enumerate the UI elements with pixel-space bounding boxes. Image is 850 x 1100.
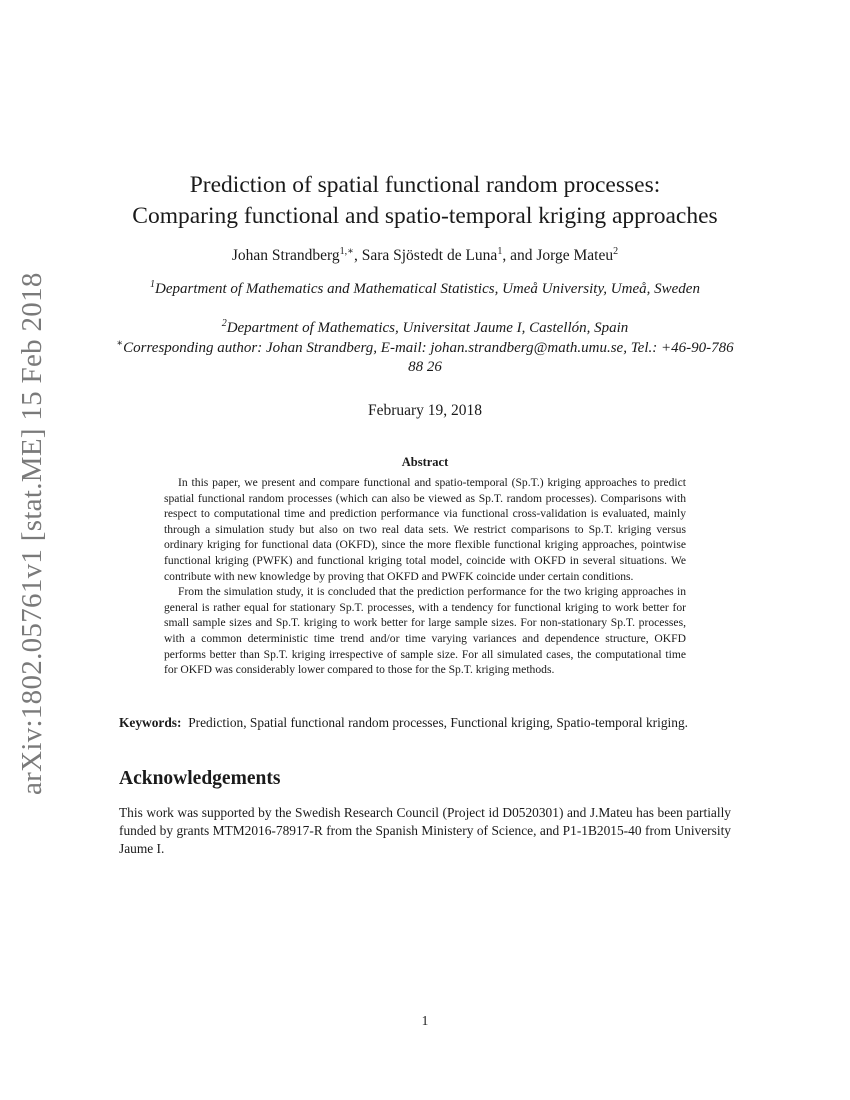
abstract-paragraph-1: In this paper, we present and compare functional and spatio-temporal (Sp.T.) kriging approaches to predict spatial functional random processes (which can also be viewed as Sp.T. random processes). Comparisons with respect to computational time and prediction performance via functional cross-validation is evaluated, mainly through a simulation study but also on two real data sets. We restrict comparisons to Sp.T. kriging versus ordinary kriging for functional data (OKFD), since the more flexible functional kriging approaches, pointwise functional kriging (PWFK) and functional kriging total model, coincide with OKFD in several situations. We contribute with new knowledge by proving that OKFD and PWFK coincide under certain conditions. <box>164 476 686 583</box>
acknowledgements-text: This work was supported by the Swedish Research Council (Project id D0520301) and J.Mateu has been partially funded by grants MTM2016-78917-R from the Spanish Ministery of Science, and P1-1B2015-40 from University Jaume I. <box>119 805 731 856</box>
corresponding-text: Corresponding author: Johan Strandberg, E-mail: johan.strandberg@math.umu.se, Tel.: +46-90-786 88 26 <box>123 340 734 375</box>
paper-date: February 19, 2018 <box>367 402 483 419</box>
title-line-1: Prediction of spatial functional random processes: <box>189 172 661 198</box>
page-number: 1 <box>421 1013 429 1028</box>
affiliation-mark: 2 <box>221 318 227 329</box>
author-name: Sara Sjöstedt de Luna <box>361 247 498 264</box>
affiliation-text: Department of Mathematics, Universitat Jaume I, Castellón, Spain <box>226 320 629 336</box>
abstract-paragraph-2: From the simulation study, it is concluded that the prediction performance for the two kriging approaches in general is rather equal for stationary Sp.T. processes, with a tendency for functional kriging to work better for small sample sizes and Sp.T. kriging to work better for large sample sizes. For non-stationary Sp.T. processes, with a common deterministic time trend and/or time varying variances and dependence structure, OKFD performs better than Sp.T. kriging irrespective of sample size. For all simulated cases, the computational time for OKFD was considerably lower compared to those for the Sp.T. kriging methods. <box>164 585 686 677</box>
author-separator: , <box>353 247 362 264</box>
author-separator: , and <box>502 247 537 264</box>
abstract-heading: Abstract <box>401 455 449 469</box>
author-name: Johan Strandberg <box>231 247 340 264</box>
author-name: Jorge Mateu <box>536 247 614 264</box>
keywords <box>119 714 731 732</box>
corresponding-author <box>115 339 735 377</box>
affiliation-text: Department of Mathematics and Mathematical Statistics, Umeå University, Umeå, Sweden <box>155 281 700 297</box>
keywords-label: Keywords: <box>119 715 182 730</box>
author-list <box>100 247 750 265</box>
paper-title <box>100 170 750 232</box>
acknowledgements-heading: Acknowledgements <box>119 768 281 789</box>
author-affiliation-mark: 1,∗ <box>339 245 354 257</box>
abstract-body <box>164 475 686 678</box>
corresponding-mark: ∗ <box>116 338 124 349</box>
author-affiliation-mark: 1 <box>497 245 503 257</box>
arxiv-identifier-stamp: arXiv:1802.05761v1 [stat.ME] 15 Feb 2018 <box>16 272 48 795</box>
affiliation-mark: 1 <box>150 279 156 290</box>
affiliation-1 <box>115 280 735 299</box>
title-line-2: Comparing functional and spatio-temporal kriging approaches <box>132 203 718 229</box>
affiliation-2 <box>115 319 735 338</box>
keywords-text: Prediction, Spatial functional random processes, Functional kriging, Spatio-temporal kriging. <box>188 715 689 730</box>
author-affiliation-mark: 2 <box>613 245 619 257</box>
